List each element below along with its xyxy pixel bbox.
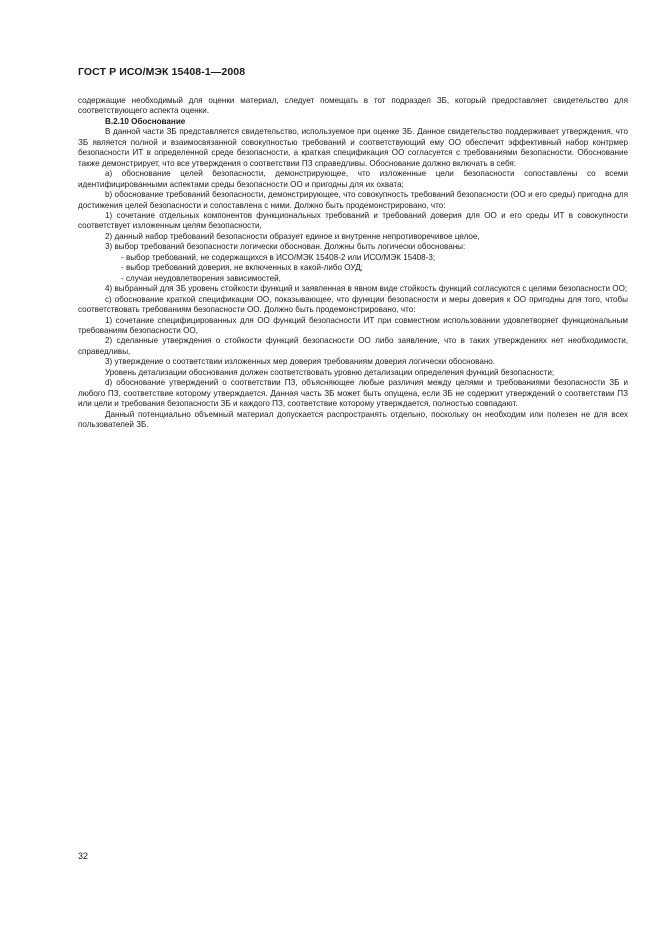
sub-list-item: 1) сочетание специфицированных для ОО функций безопасности ИТ при совместном использовании удовлетворяет функциональным требованиям безопасности ОО, bbox=[78, 315, 628, 335]
paragraph: Уровень детализации обоснования должен соответствовать уровню детализации определения функций безопасности; bbox=[105, 367, 555, 377]
document-header: ГОСТ Р ИСО/МЭК 15408-1—2008 bbox=[78, 66, 246, 78]
dash-item: - выбор требований доверия, не включенных в какой-либо ОУД; bbox=[121, 263, 363, 273]
dash-item: - случаи неудовлетворения зависимостей, bbox=[121, 273, 281, 283]
paragraph: В данной части ЗБ представляется свидетельство, используемое при оценке ЗБ. Данное свидетельство поддерживает утверждения, что ЗБ является полной и взаимосвязанной совокупностью требований и соответствующий ему ОО обеспечит эффективный набор контрмер безопасности ИТ в определенной среде безопасности, а краткая спецификация ОО согласуется с требованиями безопасности. Обоснование также демонстрирует, что все утверждения о соответствии ПЗ справедливы. Обоснование должно включать в себя: bbox=[78, 127, 628, 168]
paragraph: содержащие необходимый для оценки материал, следует помещать в тот подраздел ЗБ, который предоставляет свидетельство для соответствующего аспекта оценки. bbox=[78, 96, 628, 116]
list-item: d) обоснование утверждений о соответствии ПЗ, объясняющее любые различия между целями и требованиями безопасности ЗБ и любого ПЗ, соответствие которому утверждается. Данная часть ЗБ может быть опущена, если ЗБ не содержит утверждений о соответствии ПЗ или цели и требования безопасности ЗБ и каждого ПЗ, соответствие которому утверждается, полностью совпадают. bbox=[78, 378, 628, 409]
sub-list-item: 2) данный набор требований безопасности образует единое и внутренне непротиворечивое целое, bbox=[105, 231, 480, 241]
sub-list-item: 3) выбор требований безопасности логически обоснован. Должны быть логически обоснованы: bbox=[105, 242, 466, 252]
sub-list-item: 1) сочетание отдельных компонентов функциональных требований и требований доверия для ОО и его среды ИТ в совокупности соответствует изложенным целям безопасности, bbox=[78, 210, 628, 231]
list-item: a) обоснование целей безопасности, демонстрирующее, что изложенные цели безопасности сопоставлены со всеми идентифицированными аспектами среды безопасности ОО и пригодны для их охвата; bbox=[78, 169, 628, 189]
list-item: c) обоснование краткой спецификации ОО, показывающее, что функции безопасности и меры доверия к ОО пригодны для того, чтобы соответствовать требованиям безопасности ОО. Должно быть продемонстрировано, что: bbox=[78, 294, 628, 315]
sub-list-item: 3) утверждение о соответствии изложенных мер доверия требованиям доверия логически обосновано. bbox=[105, 357, 496, 367]
list-item: b) обоснование требований безопасности, демонстрирующее, что совокупность требований безопасности (ОО и его среды) пригодна для достижения целей безопасности и сопоставлена с ними. Должно быть продемонстрировано, что: bbox=[78, 190, 628, 210]
page-number: 32 bbox=[78, 851, 89, 861]
paragraph: Данный потенциально объемный материал допускается распространять отдельно, поскольку он необходим или полезен не для всех пользователей ЗБ. bbox=[78, 409, 628, 430]
sub-list-item: 4) выбранный для ЗБ уровень стойкости функций и заявленная в явном виде стойкость функций согласуются с целями безопасности ОО; bbox=[105, 284, 628, 294]
document-body bbox=[78, 96, 628, 431]
sub-list-item: 2) сделанные утверждения о стойкости функций безопасности ОО либо заявление, что в таких утверждениях нет необходимости, справедливы, bbox=[78, 336, 628, 356]
dash-item: - выбор требований, не содержащихся в ИСО/МЭК 15408-2 или ИСО/МЭК 15408-3; bbox=[121, 252, 436, 262]
section-heading: В.2.10 Обоснование bbox=[105, 116, 186, 126]
